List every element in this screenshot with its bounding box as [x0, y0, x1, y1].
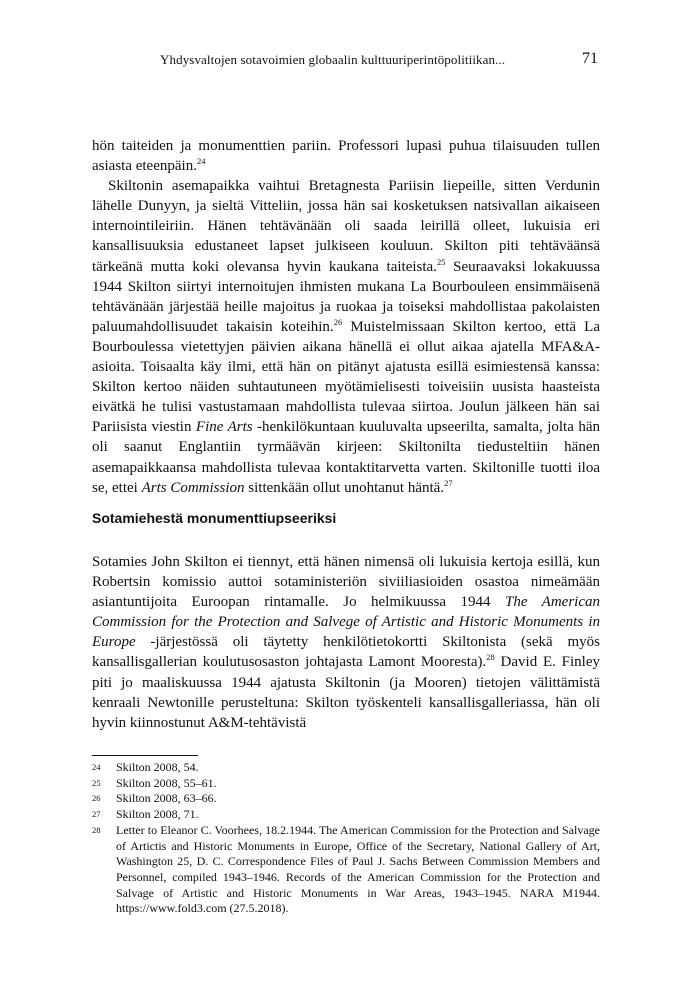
footnote-text: Skilton 2008, 55–61. — [116, 775, 217, 790]
paragraph-3 — [92, 552, 600, 733]
paragraph-1 — [92, 136, 600, 176]
paragraph-2 — [92, 176, 600, 498]
running-title: Yhdysvaltojen sotavoimien globaalin kulttuuriperintöpolitiikan... — [160, 52, 506, 67]
footnote-divider — [92, 755, 198, 756]
footnote-text: Skilton 2008, 54. — [116, 760, 199, 774]
footnote-number: 25 — [92, 777, 101, 788]
paragraph-text: sittenkään ollut unohtanut häntä. — [244, 479, 445, 496]
footnote-number: 24 — [92, 762, 101, 772]
footnote-27 — [92, 807, 600, 823]
footnote-number: 28 — [92, 824, 101, 835]
footnote-text: Letter to Eleanor C. Voorhees, 18.2.1944. The American Commission for the Protection and Salvage of Artictis and Historic Monuments in Europe, Office of the Secretary, National Gallery of Art, Washington 25, D. C. Correspondence Files of Paul J. Sachs Between Commission Members and Personnel, compiled 1943–1946. Records of the American Commission for the Protection and Salvage of Artistic and Historic Monuments in War Areas, 1943–1945. NARA M1944. https://www.fold3.com (27.5.2018). — [116, 822, 600, 916]
footnote-text: Skilton 2008, 71. — [116, 807, 199, 822]
footnote-number: 26 — [92, 793, 101, 804]
footnote-25 — [92, 776, 600, 792]
paragraph-text: hön taiteiden ja monumenttien pariin. Professori lupasi puhua tilaisuuden tullen asiasta eteenpäin. — [92, 138, 600, 175]
italic-commission-name: The American Commission for the Protection and Salvege of Artistic and Historic Monuments in Europe — [92, 594, 600, 651]
paragraph-text: Skiltonin asemapaikka vaihtui Bretagnesta Pariisin liepeille, sitten Verdunin lähelle Dunyyn, ja sieltä Vitteliin, jossa hän sai kosketuksen natsivallan aikaiseen internointileiriin. Hänen tehtävänään oli saada leirillä olleet, lukuisia eri kansallisuuksia edustaneet lapset julkiseen kouluun. Skilton piti tehtäväänsä tärkeänä mutta koki olevansa hyvin kaukana taiteista. — [92, 178, 600, 275]
footnote-ref-24: 24 — [196, 156, 206, 167]
footnote-24 — [92, 760, 600, 776]
paragraph-text: Muistelmissaan Skilton kertoo, että La Bourboulessa vietettyjen päivien aikana hänellä ei ollut aikaa ajatella MFA&A-asioita. Toisaalta käy ilmi, että hän on pitänyt ajatusta esillä esimiestensä kanssa: Skilton kertoo näiden suhtautuneen myötämielisesti toiveisiin uusista haasteista eivätkä he tulisi vastustamaan mahdollista tulevaa siirtoa. Joulun jälkeen hän sai Pariisista viestin — [92, 318, 600, 436]
footnotes — [92, 760, 600, 917]
footnote-number: 27 — [92, 809, 101, 820]
footnote-ref-27: 27 — [444, 477, 453, 488]
body-text-block-1 — [92, 136, 600, 498]
page-number: 71 — [582, 50, 598, 67]
footnote-26 — [92, 791, 600, 807]
footnote-28 — [92, 823, 600, 917]
paragraph-text: -henkilökuntaan kuuluvalta upseerilta, samalta, jolta hän oli saanut Englantiin tyrmäävän kirjeen: Skiltonilta tiedusteltiin hänen asemapaikkaansa mahdollista tulevaa kontaktitarvetta varten. Skiltonille tuotti iloa se, ettei — [92, 419, 600, 496]
paragraph-text: Sotamies John Skilton ei tiennyt, että hänen nimensä oli lukuisia kertoja esillä, kun Robertsin komissio auttoi sotaministeriön siviiliasioiden osastoa nimeämään asiantuntijoita Euroopan rintamalle. Jo helmikuussa 1944 — [92, 554, 600, 611]
footnote-ref-26: 26 — [333, 316, 343, 327]
paragraph-text: -järjestössä oli täytetty henkilötietokortti Skiltonista (sekä myös kansallisgallerian koulutusosaston johtajasta Lamont Mooresta). — [92, 634, 600, 671]
paragraph-text: Seuraavaksi lokakuussa 1944 Skilton siirtyi internoitujen ihmisten mukana La Bourbouleen ensimmäisenä tehtävänään järjestää heille majoitus ja ruokaa ja toiseksi mahdollistaa pakolaisten paluumahdollisuudet takaisin koteihin. — [92, 258, 600, 335]
page-header — [0, 52, 692, 72]
section-heading: Sotamiehestä monumenttiupseeriksi — [92, 510, 337, 526]
paragraph-text: David E. Finley piti jo maaliskuussa 1944 ajatusta Skiltonin (ja Mooren) tietojen välittämistä kenraali Newtonille perusteltuna: Skilton työskenteli kansallisgalleriassa, hän oli hyvin kiinnostunut A&M-tehtävistä — [92, 654, 601, 731]
italic-arts-commission: Arts Commission — [141, 479, 245, 496]
footnote-text: Skilton 2008, 63–66. — [116, 791, 217, 806]
italic-fine-arts: Fine Arts — [195, 419, 253, 436]
body-text-block-2 — [92, 552, 600, 733]
footnote-ref-28: 28 — [486, 652, 495, 663]
footnote-ref-25: 25 — [436, 256, 446, 267]
